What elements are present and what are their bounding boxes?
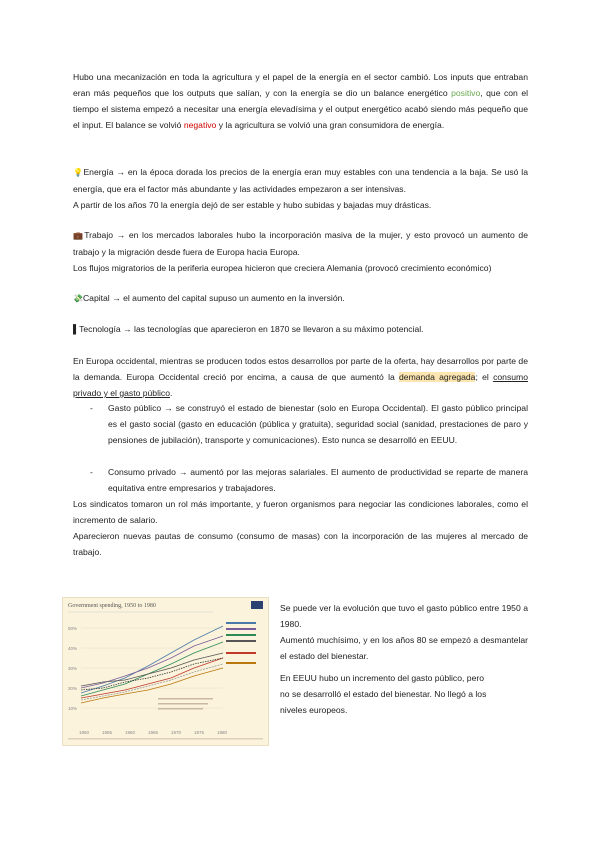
logo-box	[251, 601, 263, 609]
y-tick: 20%	[68, 686, 78, 691]
footer-line	[68, 738, 263, 740]
pautas-paragraph: Aparecieron nuevas pautas de consumo (consumo de masas) con la incorporación de las mujeres al mercado de trabajo.	[73, 531, 528, 557]
side-paragraph-3-line-2: no se desarrolló el estado del bienestar. No llegó a los	[280, 689, 487, 699]
government-spending-chart-image	[62, 597, 269, 746]
tecnologia-section	[73, 321, 528, 337]
europa-text-end: .	[169, 388, 173, 398]
energia-line-2: A partir de los años 70 la energía dejó de ser estable y hubo subidas y bajadas muy drásticas.	[73, 200, 432, 210]
side-paragraph-3	[280, 670, 528, 718]
capital-section	[73, 290, 528, 307]
money-icon: 💸	[73, 294, 83, 303]
trabajo-line-2: Los flujos migratorios de la periferia europea hicieron que creciera Alemania (provocó crecimiento económico)	[73, 263, 492, 273]
x-tick: 1975	[194, 730, 205, 735]
x-tick: 1965	[148, 730, 159, 735]
block-icon: ▌	[73, 324, 80, 334]
list-item	[90, 400, 528, 448]
bullet-text-consumo: Consumo privado → aumentó por las mejoras salariales. El aumento de productividad se reparte de manera equitativa entre empresarios y trabajadores.	[108, 467, 528, 493]
side-paragraph-3-line-1: En EEUU hubo un incremento del gasto público, pero	[280, 673, 484, 683]
demanda-agregada-highlight: demanda agregada	[399, 372, 476, 382]
y-tick: 50%	[68, 626, 78, 631]
intro-paragraph	[73, 69, 528, 133]
capital-text: Capital → el aumento del capital supuso un aumento en la inversión.	[82, 293, 345, 303]
intro-text-start: Hubo una mecanización en toda la agricultura y el papel de la energía en el sector cambió. Los inputs que entraban eran más pequeños que los outputs que salían, y con la energía se dio un balance energético	[73, 72, 528, 98]
x-tick: 1960	[125, 730, 136, 735]
sindicatos-paragraph: Los sindicatos tomaron un rol más importante, y fueron organismos para negociar las condiciones laborales, como el incremento de salario.	[73, 499, 528, 525]
bullet-dash: -	[90, 467, 93, 477]
consumo-gasto-underlined: consumo privado y el gasto público	[73, 372, 528, 398]
side-paragraph-1: Se puede ver la evolución que tuvo el gasto público entre 1950 a 1980.	[280, 603, 528, 629]
spending-lines	[81, 626, 223, 703]
europa-text-mid: ; el	[475, 372, 494, 382]
europa-text-start: En Europa occidental, mientras se producen todos estos desarrollos por parte de la oferta, hay desarrollos por parte de la demanda. Europa Occidental creció por encima, a causa de que aumentó la	[73, 356, 528, 382]
x-tick: 1980	[217, 730, 228, 735]
side-paragraph-2: Aumentó muchísimo, y en los años 80 se empezó a desmantelar el estado del bienestar.	[280, 635, 528, 661]
x-tick: 1950	[79, 730, 90, 735]
trabajo-line-1: Trabajo → en los mercados laborales hubo la incorporación masiva de la mujer, y esto provocó un aumento de trabajo y la migración desde fuera de Europa hacia Europa.	[73, 230, 528, 257]
europa-paragraph	[73, 353, 528, 401]
x-tick: 1955	[102, 730, 113, 735]
tecnologia-text: Tecnología → las tecnologías que aparecieron en 1870 se llevaron a su máximo potencial.	[79, 324, 424, 334]
briefcase-icon: 💼	[73, 231, 85, 240]
y-tick: 40%	[68, 646, 78, 651]
lightbulb-icon: 💡	[73, 168, 84, 177]
y-tick: 30%	[68, 666, 78, 671]
energia-section	[73, 164, 528, 213]
intro-text-middle: , que con el tiempo el sistema empezó a necesitar una energía elevadísima y el output energético acabó siendo más pequeño que el input. El balance se volvió	[73, 88, 529, 130]
negative-word: negativo	[183, 120, 217, 130]
positive-word: positivo	[451, 88, 481, 98]
trabajo-section	[73, 227, 528, 276]
chart-title: Government spending, 1950 to 1980	[68, 603, 156, 609]
bullet-text-gasto: Gasto público → se construyó el estado de bienestar (solo en Europa Occidental). El gasto público principal es el gasto social (gasto en educación (pública y gratuita), seguridad social (sanidad, prestaciones de paro y pensiones de jubilación), transporte y comunicaciones). Esto nunca se desarrolló en EEUU.	[108, 403, 528, 445]
x-tick: 1970	[171, 730, 182, 735]
intro-text-end: y la agricultura se volvió una gran consumidora de energía.	[216, 120, 445, 130]
legend-color-keys	[226, 622, 256, 664]
list-item	[90, 464, 528, 496]
energia-line-1: Energía → en la época dorada los precios de la energía eran muy estables con una tendencia a la baja. Se usó la energía, que era el factor más abundante y las actividades empezaron a ser intensivas.	[73, 167, 528, 194]
side-paragraph-3-line-3: niveles europeos.	[280, 705, 348, 715]
y-tick: 10%	[68, 706, 78, 711]
bullet-dash: -	[90, 403, 93, 413]
